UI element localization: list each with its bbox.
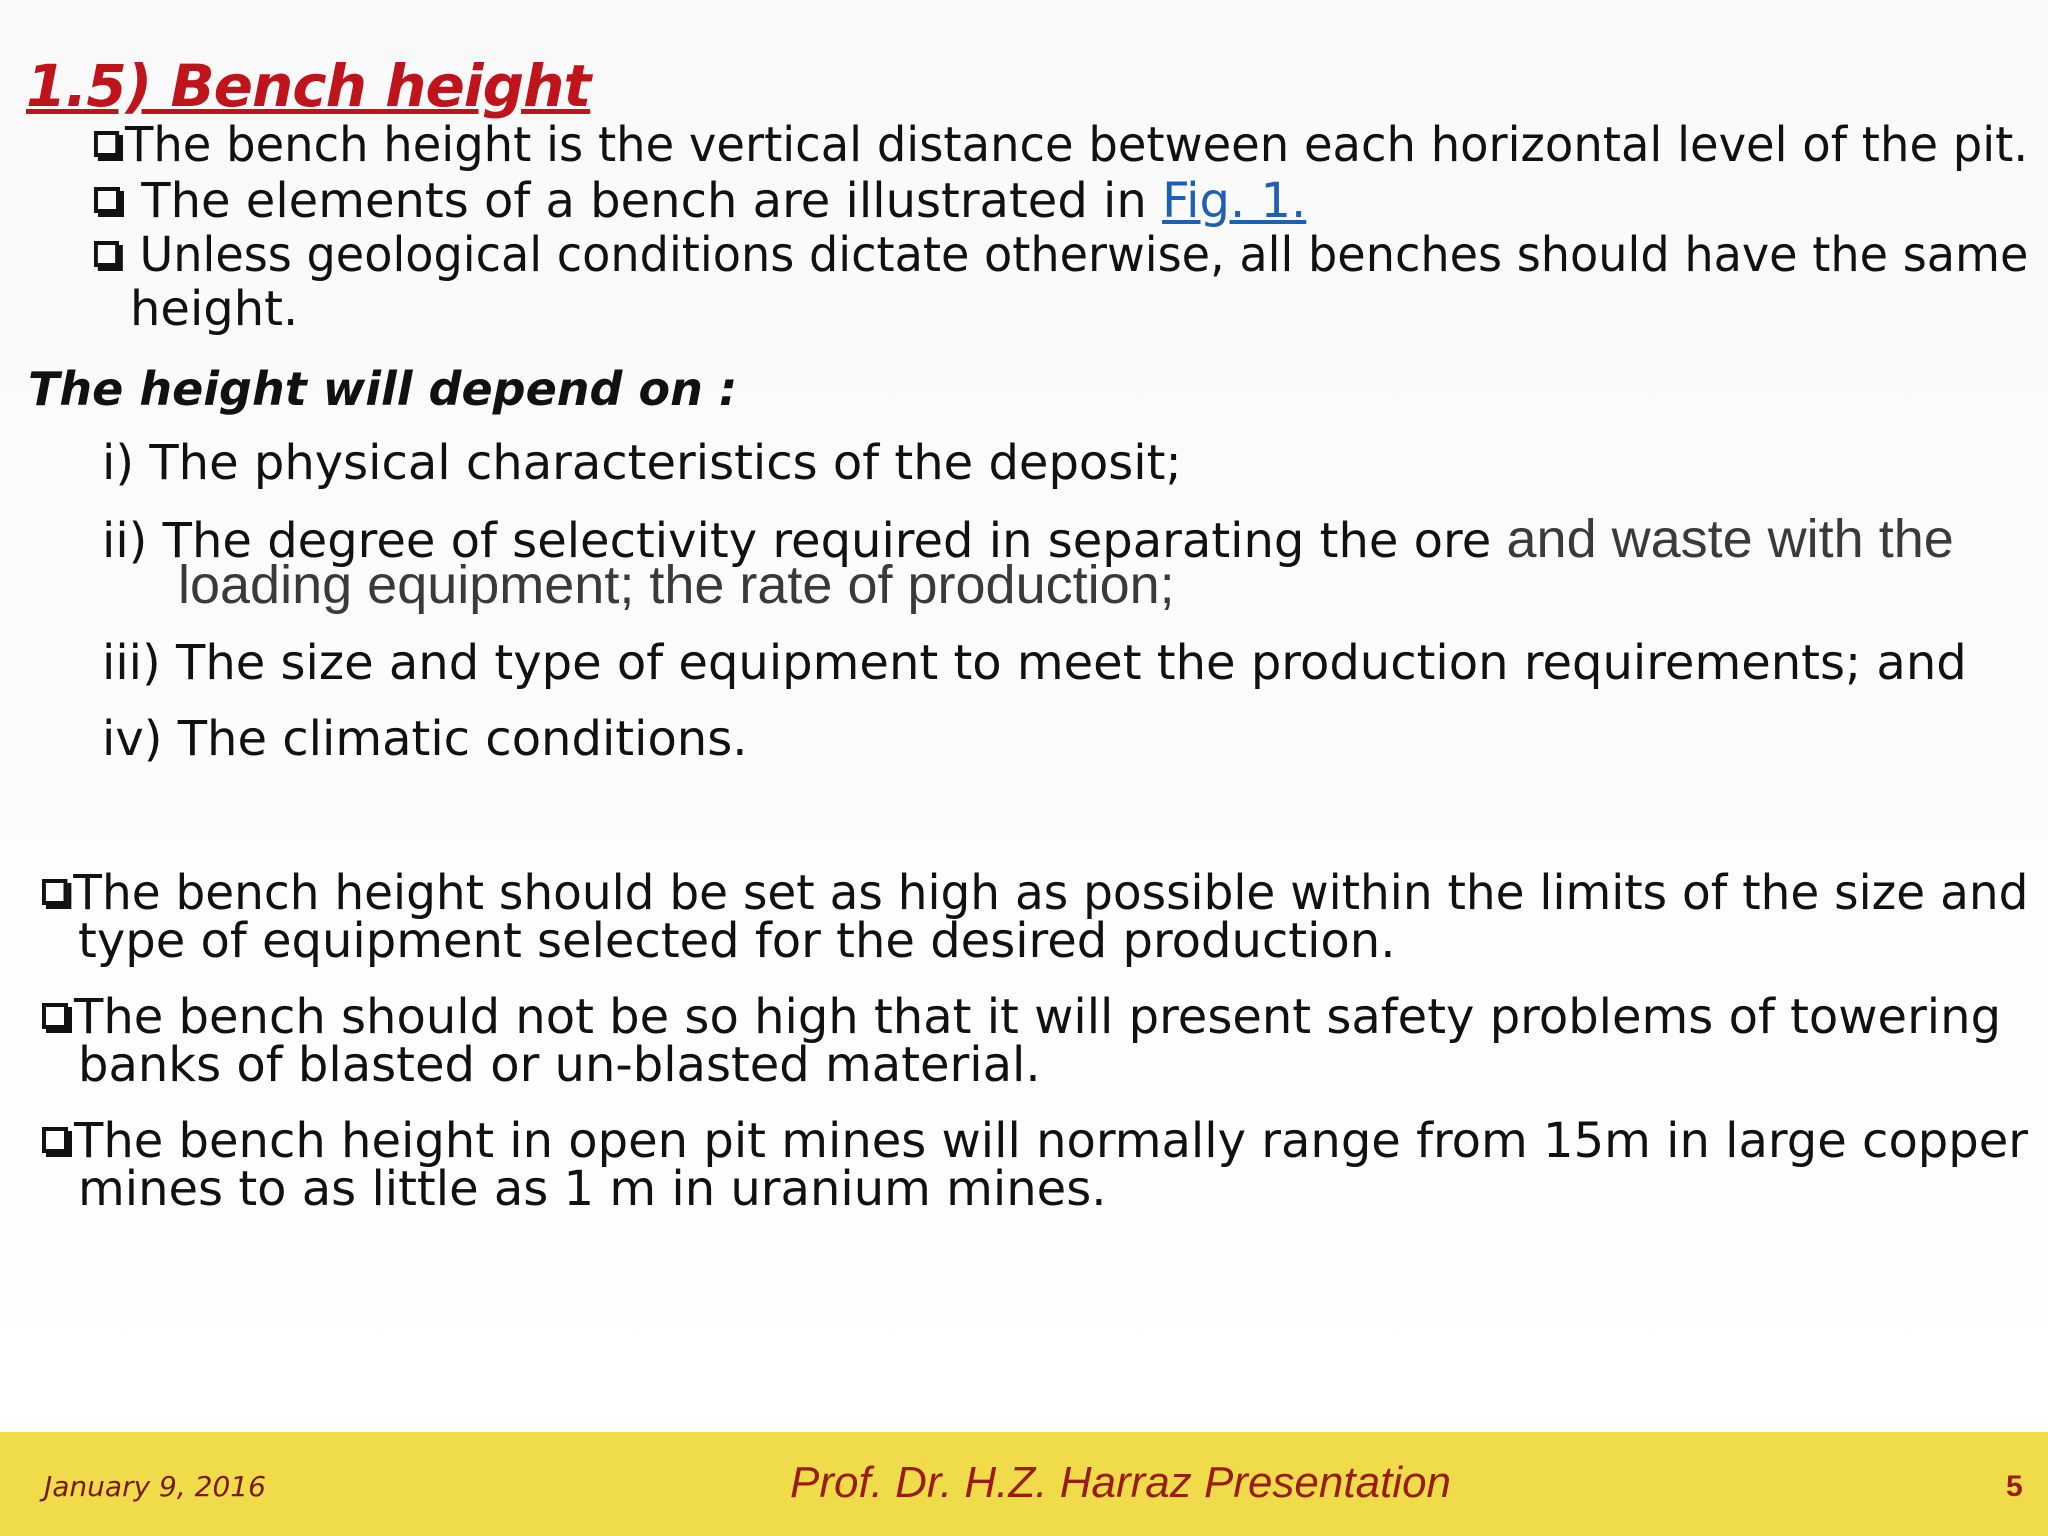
checkbox-bullet-icon (94, 241, 119, 267)
footer-author: Prof. Dr. H.Z. Harraz Presentation (790, 1458, 1452, 1507)
intro-bullet-2: The elements of a bench are illustrated in Fig. 1. (94, 174, 1306, 228)
checkbox-bullet-icon (94, 187, 120, 213)
note-bullet-1: The bench height should be set as high as possible within the limits of the size and (42, 866, 2028, 920)
footer-date: January 9, 2016 (44, 1470, 266, 1503)
note-bullet-1-continued: type of equipment selected for the desired production. (78, 913, 1396, 969)
factor-ii: ii) The degree of selectivity required in separating the ore and waste with the (102, 509, 1954, 569)
factor-ii-continued: loading equipment; the rate of production; (178, 555, 1175, 615)
note-bullet-2-continued: banks of blasted or un-blasted material. (78, 1037, 1041, 1093)
factor-iv: iv) The climatic conditions. (102, 711, 748, 767)
fig-1-link[interactable]: Fig. 1. (1162, 173, 1307, 229)
intro-bullet-1: The bench height is the vertical distance between each horizontal level of the pit. (94, 118, 2028, 172)
checkbox-bullet-icon (42, 879, 67, 905)
intro-bullet-3-continued: height. (130, 281, 299, 337)
checkbox-bullet-icon (42, 1003, 68, 1029)
note-bullet-2: The bench should not be so high that it will present safety problems of towering (42, 990, 2001, 1044)
checkbox-bullet-icon (42, 1127, 68, 1153)
note-bullet-3: The bench height in open pit mines will normally range from 15m in large copper (42, 1114, 2028, 1168)
slide-title: 1.5) Bench height (26, 52, 591, 120)
factor-i: i) The physical characteristics of the deposit; (102, 435, 1182, 491)
intro-bullet-3: Unless geological conditions dictate otherwise, all benches should have the same (94, 228, 2028, 282)
note-bullet-3-continued: mines to as little as 1 m in uranium mines. (78, 1161, 1107, 1217)
page-number: 5 (2006, 1470, 2023, 1503)
subheading: The height will depend on : (28, 362, 738, 416)
checkbox-bullet-icon (94, 131, 119, 157)
factor-iii: iii) The size and type of equipment to meet the production requirements; and (102, 635, 1967, 691)
